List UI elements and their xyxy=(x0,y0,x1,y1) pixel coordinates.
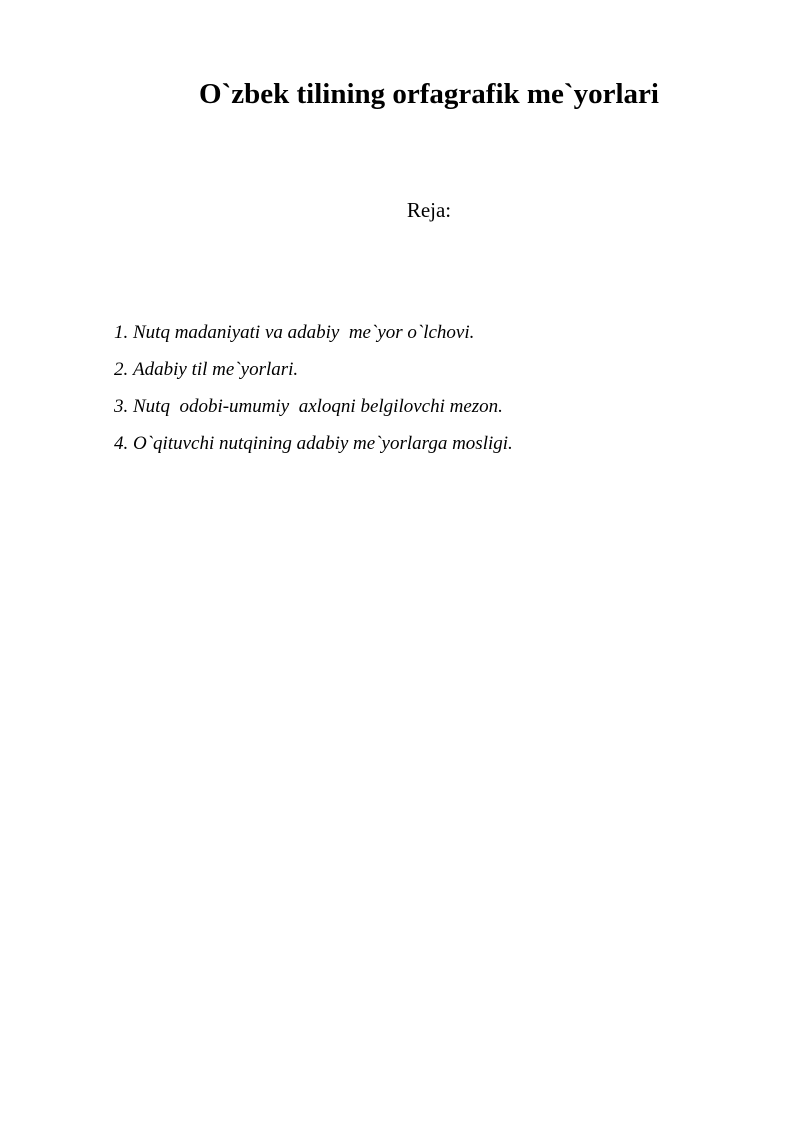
list-item xyxy=(114,388,513,425)
list-item xyxy=(114,314,513,351)
list-item-number: 3. xyxy=(114,396,129,417)
list-item-number: 2. xyxy=(114,359,129,380)
plan-list xyxy=(114,314,513,462)
plan-heading: Reja: xyxy=(406,198,452,222)
page-title: O`zbek tilining orfagrafik me`yorlari xyxy=(199,78,659,110)
list-item-text: Adabiy til me`yorlari. xyxy=(133,359,299,380)
list-item-number: 1. xyxy=(114,322,129,343)
list-item-number: 4. xyxy=(114,433,129,454)
list-item-text: Nutq madaniyati va adabiy me`yor o`lchovi. xyxy=(133,322,475,343)
list-item xyxy=(114,351,513,388)
list-item-text: O`qituvchi nutqining adabiy me`yorlarga mosligi. xyxy=(133,433,513,454)
list-item-text: Nutq odobi-umumiy axloqni belgilovchi mezon. xyxy=(133,396,503,417)
list-item xyxy=(114,425,513,462)
